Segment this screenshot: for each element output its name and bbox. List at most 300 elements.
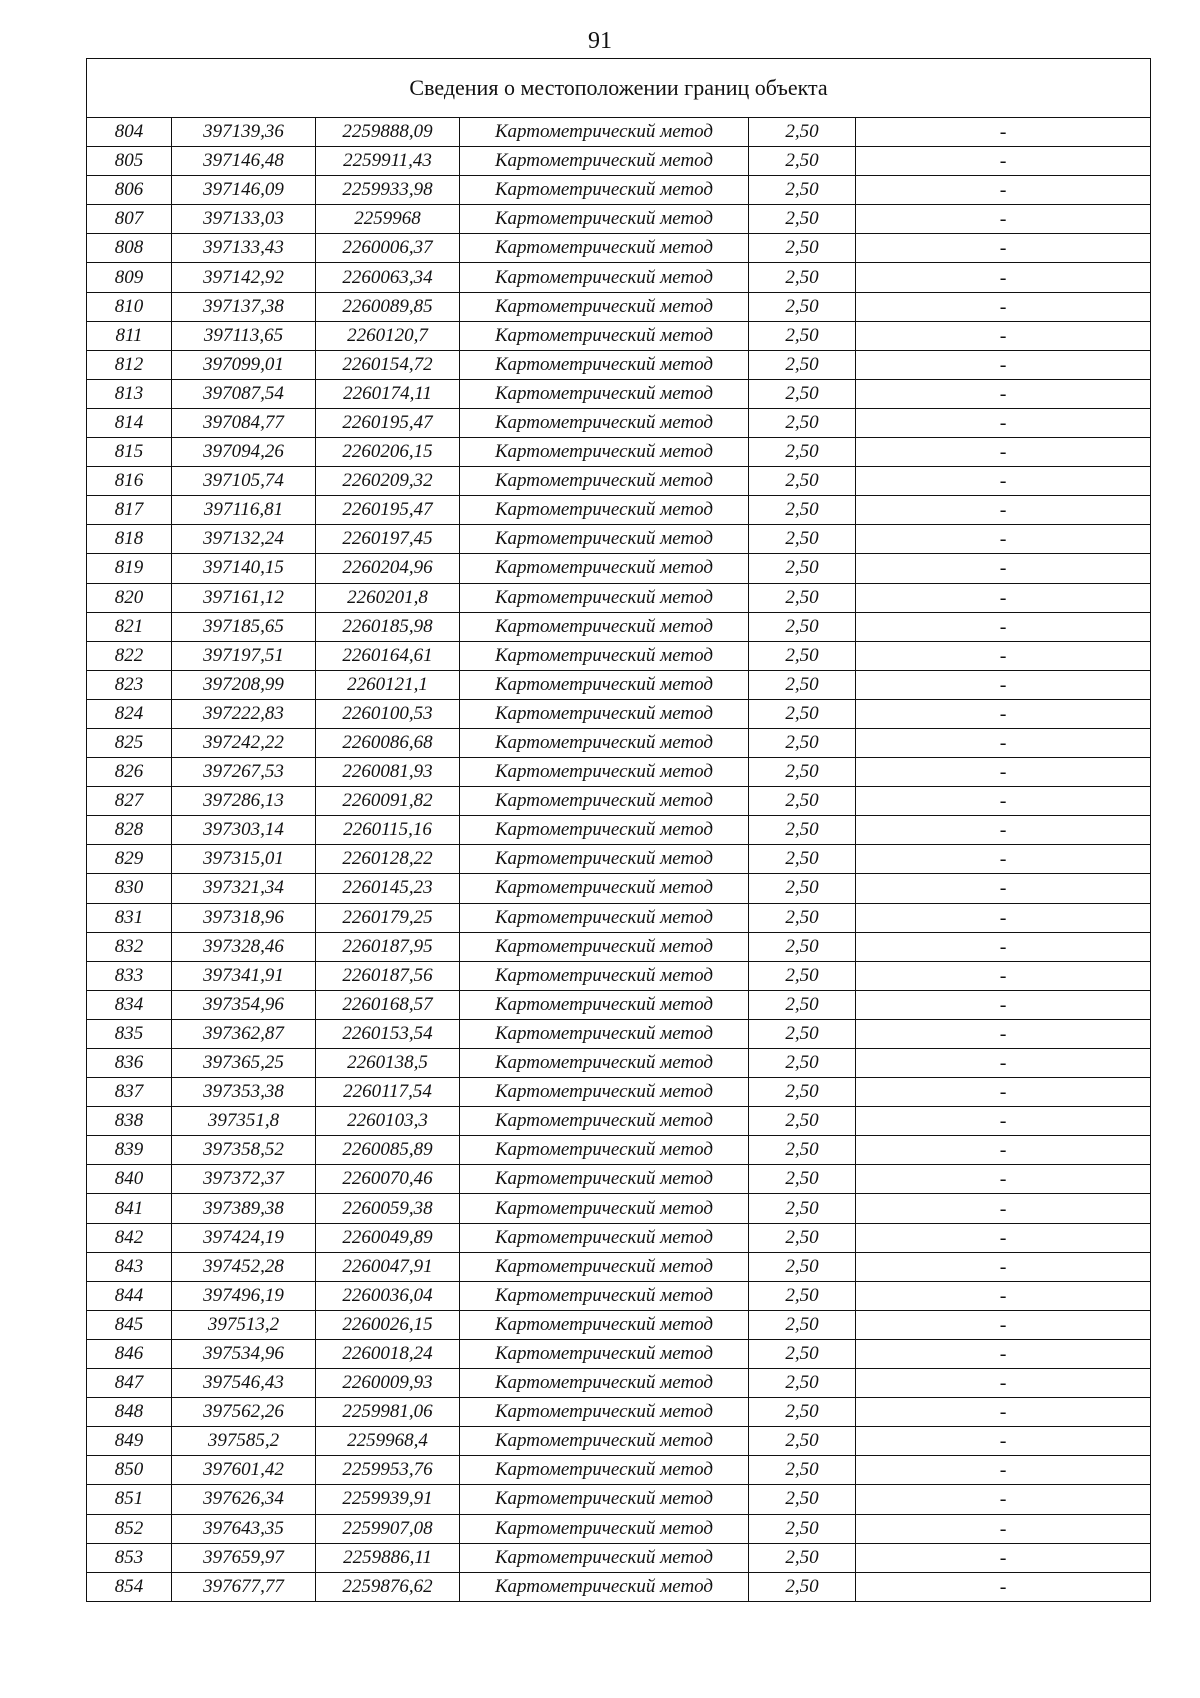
table-row bbox=[87, 699, 1151, 728]
point-number-cell: 842 bbox=[87, 1223, 172, 1252]
note-cell: - bbox=[856, 845, 1151, 874]
accuracy-cell: 2,50 bbox=[749, 1456, 856, 1485]
method-cell: Картометрический метод bbox=[460, 1339, 749, 1368]
x-coordinate-cell: 397137,38 bbox=[172, 292, 316, 321]
accuracy-cell: 2,50 bbox=[749, 496, 856, 525]
x-coordinate-cell: 397084,77 bbox=[172, 408, 316, 437]
table-row bbox=[87, 1485, 1151, 1514]
method-cell: Картометрический метод bbox=[460, 554, 749, 583]
y-coordinate-cell: 2259911,43 bbox=[316, 147, 460, 176]
method-cell: Картометрический метод bbox=[460, 467, 749, 496]
x-coordinate-cell: 397677,77 bbox=[172, 1572, 316, 1601]
x-coordinate-cell: 397513,2 bbox=[172, 1310, 316, 1339]
note-cell: - bbox=[856, 525, 1151, 554]
point-number-cell: 851 bbox=[87, 1485, 172, 1514]
point-number-cell: 814 bbox=[87, 408, 172, 437]
accuracy-cell: 2,50 bbox=[749, 1252, 856, 1281]
y-coordinate-cell: 2260026,15 bbox=[316, 1310, 460, 1339]
y-coordinate-cell: 2260009,93 bbox=[316, 1369, 460, 1398]
y-coordinate-cell: 2260197,45 bbox=[316, 525, 460, 554]
y-coordinate-cell: 2260187,56 bbox=[316, 961, 460, 990]
x-coordinate-cell: 397197,51 bbox=[172, 641, 316, 670]
y-coordinate-cell: 2260059,38 bbox=[316, 1194, 460, 1223]
table-row bbox=[87, 554, 1151, 583]
method-cell: Картометрический метод bbox=[460, 1019, 749, 1048]
accuracy-cell: 2,50 bbox=[749, 350, 856, 379]
x-coordinate-cell: 397365,25 bbox=[172, 1049, 316, 1078]
point-number-cell: 832 bbox=[87, 932, 172, 961]
point-number-cell: 841 bbox=[87, 1194, 172, 1223]
point-number-cell: 823 bbox=[87, 670, 172, 699]
method-cell: Картометрический метод bbox=[460, 990, 749, 1019]
method-cell: Картометрический метод bbox=[460, 1223, 749, 1252]
accuracy-cell: 2,50 bbox=[749, 263, 856, 292]
note-cell: - bbox=[856, 118, 1151, 147]
note-cell: - bbox=[856, 728, 1151, 757]
note-cell: - bbox=[856, 874, 1151, 903]
note-cell: - bbox=[856, 1165, 1151, 1194]
y-coordinate-cell: 2259981,06 bbox=[316, 1398, 460, 1427]
x-coordinate-cell: 397094,26 bbox=[172, 438, 316, 467]
x-coordinate-cell: 397146,48 bbox=[172, 147, 316, 176]
accuracy-cell: 2,50 bbox=[749, 554, 856, 583]
note-cell: - bbox=[856, 350, 1151, 379]
table-row bbox=[87, 1398, 1151, 1427]
table-row bbox=[87, 816, 1151, 845]
accuracy-cell: 2,50 bbox=[749, 903, 856, 932]
point-number-cell: 852 bbox=[87, 1514, 172, 1543]
accuracy-cell: 2,50 bbox=[749, 1194, 856, 1223]
table-row bbox=[87, 408, 1151, 437]
point-number-cell: 819 bbox=[87, 554, 172, 583]
x-coordinate-cell: 397208,99 bbox=[172, 670, 316, 699]
table-row bbox=[87, 1310, 1151, 1339]
y-coordinate-cell: 2260154,72 bbox=[316, 350, 460, 379]
y-coordinate-cell: 2260117,54 bbox=[316, 1078, 460, 1107]
method-cell: Картометрический метод bbox=[460, 961, 749, 990]
accuracy-cell: 2,50 bbox=[749, 787, 856, 816]
y-coordinate-cell: 2260138,5 bbox=[316, 1049, 460, 1078]
accuracy-cell: 2,50 bbox=[749, 728, 856, 757]
method-cell: Картометрический метод bbox=[460, 1572, 749, 1601]
y-coordinate-cell: 2260085,89 bbox=[316, 1136, 460, 1165]
accuracy-cell: 2,50 bbox=[749, 1543, 856, 1572]
accuracy-cell: 2,50 bbox=[749, 1223, 856, 1252]
point-number-cell: 843 bbox=[87, 1252, 172, 1281]
x-coordinate-cell: 397534,96 bbox=[172, 1339, 316, 1368]
point-number-cell: 830 bbox=[87, 874, 172, 903]
note-cell: - bbox=[856, 1078, 1151, 1107]
note-cell: - bbox=[856, 1049, 1151, 1078]
method-cell: Картометрический метод bbox=[460, 1427, 749, 1456]
note-cell: - bbox=[856, 1514, 1151, 1543]
y-coordinate-cell: 2260086,68 bbox=[316, 728, 460, 757]
x-coordinate-cell: 397318,96 bbox=[172, 903, 316, 932]
note-cell: - bbox=[856, 1136, 1151, 1165]
x-coordinate-cell: 397562,26 bbox=[172, 1398, 316, 1427]
table-row bbox=[87, 612, 1151, 641]
x-coordinate-cell: 397351,8 bbox=[172, 1107, 316, 1136]
note-cell: - bbox=[856, 205, 1151, 234]
accuracy-cell: 2,50 bbox=[749, 1572, 856, 1601]
accuracy-cell: 2,50 bbox=[749, 438, 856, 467]
table-row bbox=[87, 1019, 1151, 1048]
accuracy-cell: 2,50 bbox=[749, 1049, 856, 1078]
table-row bbox=[87, 787, 1151, 816]
table-row bbox=[87, 1252, 1151, 1281]
table-row bbox=[87, 118, 1151, 147]
table-row bbox=[87, 845, 1151, 874]
table-row bbox=[87, 525, 1151, 554]
method-cell: Картометрический метод bbox=[460, 1310, 749, 1339]
accuracy-cell: 2,50 bbox=[749, 1310, 856, 1339]
point-number-cell: 853 bbox=[87, 1543, 172, 1572]
accuracy-cell: 2,50 bbox=[749, 321, 856, 350]
table-row bbox=[87, 350, 1151, 379]
y-coordinate-cell: 2259888,09 bbox=[316, 118, 460, 147]
y-coordinate-cell: 2260091,82 bbox=[316, 787, 460, 816]
x-coordinate-cell: 397659,97 bbox=[172, 1543, 316, 1572]
table-row bbox=[87, 1194, 1151, 1223]
table-row bbox=[87, 379, 1151, 408]
accuracy-cell: 2,50 bbox=[749, 234, 856, 263]
accuracy-cell: 2,50 bbox=[749, 1485, 856, 1514]
y-coordinate-cell: 2260120,7 bbox=[316, 321, 460, 350]
note-cell: - bbox=[856, 1252, 1151, 1281]
method-cell: Картометрический метод bbox=[460, 118, 749, 147]
y-coordinate-cell: 2259953,76 bbox=[316, 1456, 460, 1485]
point-number-cell: 808 bbox=[87, 234, 172, 263]
table-row bbox=[87, 1223, 1151, 1252]
y-coordinate-cell: 2260100,53 bbox=[316, 699, 460, 728]
accuracy-cell: 2,50 bbox=[749, 758, 856, 787]
note-cell: - bbox=[856, 641, 1151, 670]
y-coordinate-cell: 2260168,57 bbox=[316, 990, 460, 1019]
table-row bbox=[87, 1281, 1151, 1310]
point-number-cell: 809 bbox=[87, 263, 172, 292]
y-coordinate-cell: 2260006,37 bbox=[316, 234, 460, 263]
accuracy-cell: 2,50 bbox=[749, 1107, 856, 1136]
point-number-cell: 828 bbox=[87, 816, 172, 845]
accuracy-cell: 2,50 bbox=[749, 1369, 856, 1398]
table-row bbox=[87, 321, 1151, 350]
method-cell: Картометрический метод bbox=[460, 292, 749, 321]
table-row bbox=[87, 1572, 1151, 1601]
table-row bbox=[87, 1456, 1151, 1485]
x-coordinate-cell: 397362,87 bbox=[172, 1019, 316, 1048]
x-coordinate-cell: 397105,74 bbox=[172, 467, 316, 496]
x-coordinate-cell: 397389,38 bbox=[172, 1194, 316, 1223]
point-number-cell: 821 bbox=[87, 612, 172, 641]
point-number-cell: 849 bbox=[87, 1427, 172, 1456]
method-cell: Картометрический метод bbox=[460, 321, 749, 350]
y-coordinate-cell: 2260187,95 bbox=[316, 932, 460, 961]
y-coordinate-cell: 2260103,3 bbox=[316, 1107, 460, 1136]
note-cell: - bbox=[856, 292, 1151, 321]
y-coordinate-cell: 2260195,47 bbox=[316, 496, 460, 525]
note-cell: - bbox=[856, 990, 1151, 1019]
table-row bbox=[87, 641, 1151, 670]
table-row bbox=[87, 670, 1151, 699]
point-number-cell: 846 bbox=[87, 1339, 172, 1368]
note-cell: - bbox=[856, 467, 1151, 496]
table-row bbox=[87, 1543, 1151, 1572]
method-cell: Картометрический метод bbox=[460, 350, 749, 379]
point-number-cell: 854 bbox=[87, 1572, 172, 1601]
point-number-cell: 839 bbox=[87, 1136, 172, 1165]
accuracy-cell: 2,50 bbox=[749, 1078, 856, 1107]
y-coordinate-cell: 2259886,11 bbox=[316, 1543, 460, 1572]
x-coordinate-cell: 397133,03 bbox=[172, 205, 316, 234]
x-coordinate-cell: 397496,19 bbox=[172, 1281, 316, 1310]
table-row bbox=[87, 205, 1151, 234]
x-coordinate-cell: 397133,43 bbox=[172, 234, 316, 263]
point-number-cell: 816 bbox=[87, 467, 172, 496]
accuracy-cell: 2,50 bbox=[749, 1427, 856, 1456]
note-cell: - bbox=[856, 321, 1151, 350]
note-cell: - bbox=[856, 1107, 1151, 1136]
note-cell: - bbox=[856, 234, 1151, 263]
table-body bbox=[87, 118, 1151, 1602]
point-number-cell: 805 bbox=[87, 147, 172, 176]
accuracy-cell: 2,50 bbox=[749, 176, 856, 205]
table-row bbox=[87, 467, 1151, 496]
y-coordinate-cell: 2260164,61 bbox=[316, 641, 460, 670]
method-cell: Картометрический метод bbox=[460, 845, 749, 874]
x-coordinate-cell: 397321,34 bbox=[172, 874, 316, 903]
note-cell: - bbox=[856, 496, 1151, 525]
table-row bbox=[87, 292, 1151, 321]
note-cell: - bbox=[856, 1398, 1151, 1427]
point-number-cell: 820 bbox=[87, 583, 172, 612]
y-coordinate-cell: 2260089,85 bbox=[316, 292, 460, 321]
x-coordinate-cell: 397113,65 bbox=[172, 321, 316, 350]
y-coordinate-cell: 2260195,47 bbox=[316, 408, 460, 437]
method-cell: Картометрический метод bbox=[460, 1049, 749, 1078]
note-cell: - bbox=[856, 1485, 1151, 1514]
method-cell: Картометрический метод bbox=[460, 1543, 749, 1572]
x-coordinate-cell: 397354,96 bbox=[172, 990, 316, 1019]
point-number-cell: 829 bbox=[87, 845, 172, 874]
x-coordinate-cell: 397142,92 bbox=[172, 263, 316, 292]
y-coordinate-cell: 2260185,98 bbox=[316, 612, 460, 641]
y-coordinate-cell: 2260018,24 bbox=[316, 1339, 460, 1368]
table-row bbox=[87, 1049, 1151, 1078]
table-row bbox=[87, 147, 1151, 176]
point-number-cell: 836 bbox=[87, 1049, 172, 1078]
point-number-cell: 834 bbox=[87, 990, 172, 1019]
table-row bbox=[87, 1078, 1151, 1107]
y-coordinate-cell: 2260204,96 bbox=[316, 554, 460, 583]
note-cell: - bbox=[856, 1339, 1151, 1368]
table-row bbox=[87, 758, 1151, 787]
method-cell: Картометрический метод bbox=[460, 670, 749, 699]
accuracy-cell: 2,50 bbox=[749, 1339, 856, 1368]
method-cell: Картометрический метод bbox=[460, 903, 749, 932]
note-cell: - bbox=[856, 147, 1151, 176]
note-cell: - bbox=[856, 816, 1151, 845]
y-coordinate-cell: 2260036,04 bbox=[316, 1281, 460, 1310]
table-row bbox=[87, 961, 1151, 990]
note-cell: - bbox=[856, 612, 1151, 641]
note-cell: - bbox=[856, 1456, 1151, 1485]
method-cell: Картометрический метод bbox=[460, 728, 749, 757]
x-coordinate-cell: 397353,38 bbox=[172, 1078, 316, 1107]
method-cell: Картометрический метод bbox=[460, 525, 749, 554]
note-cell: - bbox=[856, 903, 1151, 932]
point-number-cell: 850 bbox=[87, 1456, 172, 1485]
x-coordinate-cell: 397140,15 bbox=[172, 554, 316, 583]
point-number-cell: 838 bbox=[87, 1107, 172, 1136]
x-coordinate-cell: 397626,34 bbox=[172, 1485, 316, 1514]
y-coordinate-cell: 2260201,8 bbox=[316, 583, 460, 612]
method-cell: Картометрический метод bbox=[460, 787, 749, 816]
note-cell: - bbox=[856, 787, 1151, 816]
point-number-cell: 824 bbox=[87, 699, 172, 728]
x-coordinate-cell: 397087,54 bbox=[172, 379, 316, 408]
accuracy-cell: 2,50 bbox=[749, 670, 856, 699]
method-cell: Картометрический метод bbox=[460, 379, 749, 408]
note-cell: - bbox=[856, 1572, 1151, 1601]
point-number-cell: 827 bbox=[87, 787, 172, 816]
method-cell: Картометрический метод bbox=[460, 612, 749, 641]
x-coordinate-cell: 397358,52 bbox=[172, 1136, 316, 1165]
x-coordinate-cell: 397546,43 bbox=[172, 1369, 316, 1398]
method-cell: Картометрический метод bbox=[460, 1078, 749, 1107]
point-number-cell: 840 bbox=[87, 1165, 172, 1194]
method-cell: Картометрический метод bbox=[460, 234, 749, 263]
y-coordinate-cell: 2259907,08 bbox=[316, 1514, 460, 1543]
y-coordinate-cell: 2259939,91 bbox=[316, 1485, 460, 1514]
point-number-cell: 845 bbox=[87, 1310, 172, 1339]
note-cell: - bbox=[856, 699, 1151, 728]
note-cell: - bbox=[856, 670, 1151, 699]
point-number-cell: 818 bbox=[87, 525, 172, 554]
accuracy-cell: 2,50 bbox=[749, 874, 856, 903]
note-cell: - bbox=[856, 1427, 1151, 1456]
table-row bbox=[87, 1339, 1151, 1368]
accuracy-cell: 2,50 bbox=[749, 932, 856, 961]
y-coordinate-cell: 2259876,62 bbox=[316, 1572, 460, 1601]
y-coordinate-cell: 2260063,34 bbox=[316, 263, 460, 292]
table-row bbox=[87, 1369, 1151, 1398]
x-coordinate-cell: 397452,28 bbox=[172, 1252, 316, 1281]
point-number-cell: 844 bbox=[87, 1281, 172, 1310]
table-row bbox=[87, 1136, 1151, 1165]
point-number-cell: 807 bbox=[87, 205, 172, 234]
point-number-cell: 826 bbox=[87, 758, 172, 787]
method-cell: Картометрический метод bbox=[460, 699, 749, 728]
table-row bbox=[87, 583, 1151, 612]
table-row bbox=[87, 1514, 1151, 1543]
accuracy-cell: 2,50 bbox=[749, 1165, 856, 1194]
method-cell: Картометрический метод bbox=[460, 263, 749, 292]
method-cell: Картометрический метод bbox=[460, 1165, 749, 1194]
table-row bbox=[87, 932, 1151, 961]
method-cell: Картометрический метод bbox=[460, 874, 749, 903]
point-number-cell: 817 bbox=[87, 496, 172, 525]
point-number-cell: 804 bbox=[87, 118, 172, 147]
x-coordinate-cell: 397099,01 bbox=[172, 350, 316, 379]
method-cell: Картометрический метод bbox=[460, 1194, 749, 1223]
accuracy-cell: 2,50 bbox=[749, 1281, 856, 1310]
accuracy-cell: 2,50 bbox=[749, 961, 856, 990]
point-number-cell: 810 bbox=[87, 292, 172, 321]
point-number-cell: 833 bbox=[87, 961, 172, 990]
table-caption-row bbox=[87, 59, 1151, 118]
note-cell: - bbox=[856, 1223, 1151, 1252]
note-cell: - bbox=[856, 263, 1151, 292]
accuracy-cell: 2,50 bbox=[749, 845, 856, 874]
table-row bbox=[87, 438, 1151, 467]
y-coordinate-cell: 2260070,46 bbox=[316, 1165, 460, 1194]
note-cell: - bbox=[856, 1281, 1151, 1310]
x-coordinate-cell: 397585,2 bbox=[172, 1427, 316, 1456]
table-row bbox=[87, 728, 1151, 757]
method-cell: Картометрический метод bbox=[460, 408, 749, 437]
y-coordinate-cell: 2260153,54 bbox=[316, 1019, 460, 1048]
page-number: 91 bbox=[588, 28, 612, 54]
method-cell: Картометрический метод bbox=[460, 496, 749, 525]
point-number-cell: 848 bbox=[87, 1398, 172, 1427]
table-row bbox=[87, 1107, 1151, 1136]
y-coordinate-cell: 2260179,25 bbox=[316, 903, 460, 932]
method-cell: Картометрический метод bbox=[460, 176, 749, 205]
point-number-cell: 812 bbox=[87, 350, 172, 379]
accuracy-cell: 2,50 bbox=[749, 118, 856, 147]
accuracy-cell: 2,50 bbox=[749, 408, 856, 437]
accuracy-cell: 2,50 bbox=[749, 147, 856, 176]
table-row bbox=[87, 1165, 1151, 1194]
note-cell: - bbox=[856, 1543, 1151, 1572]
accuracy-cell: 2,50 bbox=[749, 292, 856, 321]
accuracy-cell: 2,50 bbox=[749, 467, 856, 496]
y-coordinate-cell: 2260047,91 bbox=[316, 1252, 460, 1281]
x-coordinate-cell: 397132,24 bbox=[172, 525, 316, 554]
accuracy-cell: 2,50 bbox=[749, 1019, 856, 1048]
accuracy-cell: 2,50 bbox=[749, 990, 856, 1019]
point-number-cell: 813 bbox=[87, 379, 172, 408]
point-number-cell: 831 bbox=[87, 903, 172, 932]
y-coordinate-cell: 2260145,23 bbox=[316, 874, 460, 903]
accuracy-cell: 2,50 bbox=[749, 525, 856, 554]
point-number-cell: 806 bbox=[87, 176, 172, 205]
y-coordinate-cell: 2259933,98 bbox=[316, 176, 460, 205]
point-number-cell: 835 bbox=[87, 1019, 172, 1048]
x-coordinate-cell: 397139,36 bbox=[172, 118, 316, 147]
note-cell: - bbox=[856, 1194, 1151, 1223]
y-coordinate-cell: 2259968,4 bbox=[316, 1427, 460, 1456]
y-coordinate-cell: 2260081,93 bbox=[316, 758, 460, 787]
x-coordinate-cell: 397303,14 bbox=[172, 816, 316, 845]
point-number-cell: 822 bbox=[87, 641, 172, 670]
method-cell: Картометрический метод bbox=[460, 641, 749, 670]
method-cell: Картометрический метод bbox=[460, 816, 749, 845]
x-coordinate-cell: 397286,13 bbox=[172, 787, 316, 816]
accuracy-cell: 2,50 bbox=[749, 699, 856, 728]
table-row bbox=[87, 1427, 1151, 1456]
x-coordinate-cell: 397185,65 bbox=[172, 612, 316, 641]
method-cell: Картометрический метод bbox=[460, 1252, 749, 1281]
accuracy-cell: 2,50 bbox=[749, 379, 856, 408]
accuracy-cell: 2,50 bbox=[749, 1398, 856, 1427]
point-number-cell: 815 bbox=[87, 438, 172, 467]
y-coordinate-cell: 2260121,1 bbox=[316, 670, 460, 699]
accuracy-cell: 2,50 bbox=[749, 816, 856, 845]
point-number-cell: 837 bbox=[87, 1078, 172, 1107]
accuracy-cell: 2,50 bbox=[749, 1136, 856, 1165]
method-cell: Картометрический метод bbox=[460, 1398, 749, 1427]
